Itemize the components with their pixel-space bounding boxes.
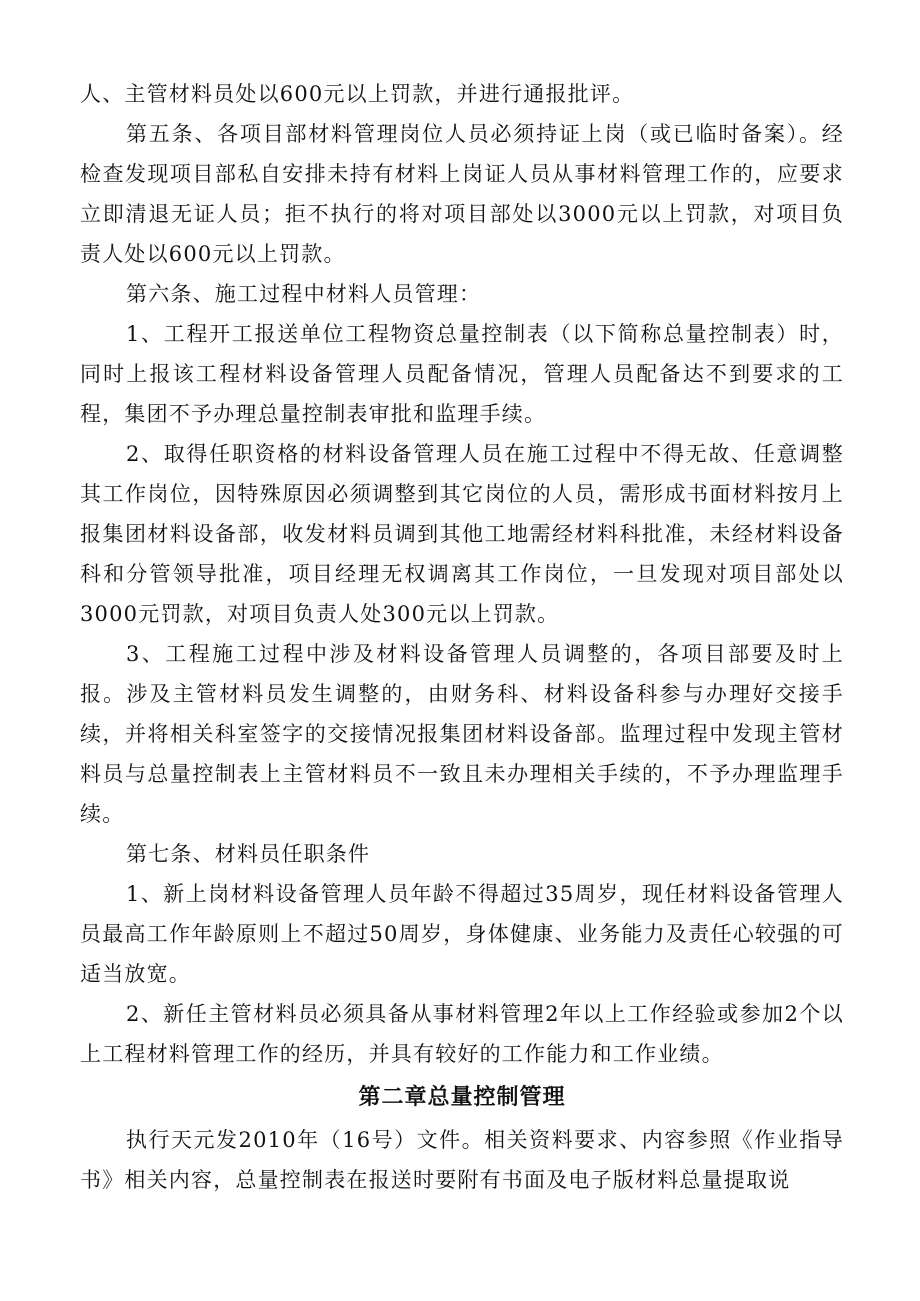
paragraph-article-6-item-3: 3、工程施工过程中涉及材料设备管理人员调整的，各项目部要及时上报。涉及主管材料员发生调整的，由财务科、材料设备科参与办理好交接手续，并将相关科室签字的交接情况报集团材料设备部。监理过程中发现主管材料员与总量控制表上主管材料员不一致且未办理相关手续的，不予办理监理手续。 bbox=[80, 642, 844, 826]
paragraph-article-6-item-2: 2、取得任职资格的材料设备管理人员在施工过程中不得无故、任意调整其工作岗位，因特殊原因必须调整到其它岗位的人员，需形成书面材料按月上报集团材料设备部，收发材料员调到其他工地需经材料科批准，未经材料设备科和分管领导批准，项目经理无权调离其工作岗位，一旦发现对项目部处以3000元罚款，对项目负责人处300元以上罚款。 bbox=[80, 442, 844, 626]
paragraph-continuation: 人、主管材料员处以600元以上罚款，并进行通报批评。 bbox=[80, 82, 635, 106]
chapter-heading: 第二章总量控制管理 bbox=[358, 1085, 566, 1110]
paragraph-chapter-2-intro: 执行天元发2010年（16号）文件。相关资料要求、内容参照《作业指导书》相关内容，总量控制表在报送时要附有书面及电子版材料总量提取说 bbox=[80, 1128, 844, 1192]
paragraph-article-7-item-2: 2、新任主管材料员必须具备从事材料管理2年以上工作经验或参加2个以上工程材料管理工作的经历，并具有较好的工作能力和工作业绩。 bbox=[80, 1002, 844, 1066]
document-page bbox=[80, 74, 844, 1200]
paragraph-article-7-item-1: 1、新上岗材料设备管理人员年龄不得超过35周岁，现任材料设备管理人员最高工作年龄原则上不超过50周岁，身体健康、业务能力及责任心较强的可适当放宽。 bbox=[80, 882, 844, 986]
paragraph-article-5: 第五条、各项目部材料管理岗位人员必须持证上岗（或已临时备案）。经检查发现项目部私自安排未持有材料上岗证人员从事材料管理工作的，应要求立即清退无证人员；拒不执行的将对项目部处以3000元以上罚款，对项目负责人处以600元以上罚款。 bbox=[80, 122, 844, 266]
paragraph-article-6-title: 第六条、施工过程中材料人员管理： bbox=[126, 282, 482, 306]
paragraph-article-7-title: 第七条、材料员任职条件 bbox=[126, 842, 371, 866]
paragraph-article-6-item-1: 1、工程开工报送单位工程物资总量控制表（以下简称总量控制表）时，同时上报该工程材料设备管理人员配备情况，管理人员配备达不到要求的工程，集团不予办理总量控制表审批和监理手续。 bbox=[80, 322, 844, 426]
